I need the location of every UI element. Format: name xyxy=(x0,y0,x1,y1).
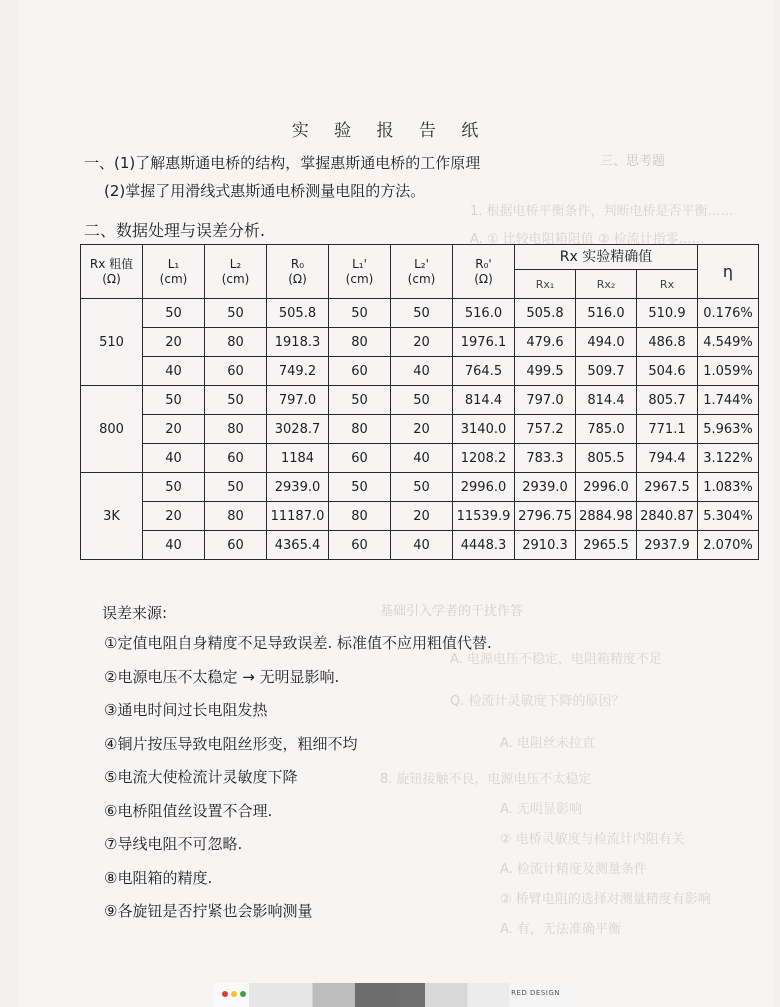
header-rx2: Rx₂ xyxy=(576,270,637,299)
table-cell: 797.0 xyxy=(267,386,329,415)
brand-label: RED DESIGN xyxy=(511,989,560,997)
table-cell: 80 xyxy=(329,502,391,531)
table-row xyxy=(81,502,759,531)
table-cell: 20 xyxy=(391,415,453,444)
table-cell: 505.8 xyxy=(267,299,329,328)
table-cell: 2840.87 xyxy=(637,502,698,531)
table-cell: 2884.98 xyxy=(576,502,637,531)
table-cell: 5.304% xyxy=(698,502,759,531)
bleed-through-text: 1. 根据电桥平衡条件，判断电桥是否平衡…… xyxy=(470,204,734,219)
error-source-item: ①定值电阻自身精度不足导致误差. 标准值不应用粗值代替. xyxy=(104,634,492,652)
table-cell: 2939.0 xyxy=(267,473,329,502)
table-cell: 2967.5 xyxy=(637,473,698,502)
table-row xyxy=(81,415,759,444)
table-cell: 1208.2 xyxy=(453,444,515,473)
table-cell: 504.6 xyxy=(637,357,698,386)
bleed-through-text: A. 电阻丝未拉直 xyxy=(500,736,595,751)
header-rx1: Rx₁ xyxy=(515,270,576,299)
table-cell: 80 xyxy=(329,328,391,357)
table-cell: 20 xyxy=(143,415,205,444)
error-source-item: ⑧电阻箱的精度. xyxy=(104,868,213,887)
bottom-watermark-bar xyxy=(214,983,566,1007)
table-cell: 20 xyxy=(391,328,453,357)
table-cell: 1976.1 xyxy=(453,328,515,357)
table-cell: 3.122% xyxy=(698,444,759,473)
table-cell: 4.549% xyxy=(698,328,759,357)
table-cell: 1.744% xyxy=(698,386,759,415)
header-l1: L₁ (cm) xyxy=(143,245,205,299)
table-cell: 80 xyxy=(205,328,267,357)
table-cell: 50 xyxy=(205,386,267,415)
table-row xyxy=(81,473,759,502)
table-cell: 0.176% xyxy=(698,299,759,328)
table-cell: 4365.4 xyxy=(267,531,329,560)
error-source-item: ③通电时间过长电阻发热 xyxy=(104,701,268,719)
table-row xyxy=(81,357,759,386)
table-cell: 80 xyxy=(329,415,391,444)
objective-line-1: 一、(1)了解惠斯通电桥的结构，掌握惠斯通电桥的工作原理 xyxy=(84,154,481,172)
table-body xyxy=(81,299,759,560)
table-cell: 2796.75 xyxy=(515,502,576,531)
table-cell: 40 xyxy=(143,444,205,473)
table-cell: 20 xyxy=(143,328,205,357)
window-dot-yellow-icon xyxy=(231,991,237,997)
table-cell: 510.9 xyxy=(637,299,698,328)
error-source-item: ⑥电桥阻值丝设置不合理. xyxy=(104,801,273,820)
table-cell: 1.059% xyxy=(698,357,759,386)
header-l1-prime: L₁' (cm) xyxy=(329,245,391,299)
header-r0: R₀ (Ω) xyxy=(267,245,329,299)
table-cell: 80 xyxy=(205,415,267,444)
table-cell: 814.4 xyxy=(453,386,515,415)
table-cell: 783.3 xyxy=(515,444,576,473)
page-title: 实 验 报 告 纸 xyxy=(291,121,489,141)
error-source-item: ⑦导线电阻不可忽略. xyxy=(104,835,243,853)
header-rx-nominal: Rx 粗值 (Ω) xyxy=(81,245,143,299)
table-cell: 516.0 xyxy=(576,299,637,328)
table-row xyxy=(81,328,759,357)
table-cell: 50 xyxy=(143,299,205,328)
table-cell: 479.6 xyxy=(515,328,576,357)
table-cell: 50 xyxy=(329,473,391,502)
table-cell: 486.8 xyxy=(637,328,698,357)
table-cell: 757.2 xyxy=(515,415,576,444)
table-cell: 494.0 xyxy=(576,328,637,357)
table-cell: 40 xyxy=(143,357,205,386)
table-cell: 505.8 xyxy=(515,299,576,328)
section-heading-data: 二、数据处理与误差分析. xyxy=(84,221,266,240)
table-cell: 516.0 xyxy=(453,299,515,328)
bleed-through-text: A. 无明显影响 xyxy=(500,802,582,817)
table-cell: 60 xyxy=(329,357,391,386)
data-table xyxy=(80,244,759,560)
table-cell: 1184 xyxy=(267,444,329,473)
bleed-through-text: 基础引入学者的干扰作答 xyxy=(380,604,524,619)
table-cell: 797.0 xyxy=(515,386,576,415)
table-cell: 5.963% xyxy=(698,415,759,444)
table-cell: 50 xyxy=(143,473,205,502)
table-cell: 3028.7 xyxy=(267,415,329,444)
table-cell: 3140.0 xyxy=(453,415,515,444)
table-cell: 2939.0 xyxy=(515,473,576,502)
table-cell: 20 xyxy=(143,502,205,531)
table-cell: 499.5 xyxy=(515,357,576,386)
table-row xyxy=(81,531,759,560)
table-cell: 50 xyxy=(205,299,267,328)
objective-line-2: (2)掌握了用滑线式惠斯通电桥测量电阻的方法。 xyxy=(104,182,426,200)
table-cell: 2996.0 xyxy=(576,473,637,502)
table-cell: 749.2 xyxy=(267,357,329,386)
nominal-resistance-cell: 510 xyxy=(81,299,143,386)
table-cell: 771.1 xyxy=(637,415,698,444)
table-cell: 50 xyxy=(329,299,391,328)
table-cell: 2.070% xyxy=(698,531,759,560)
table-cell: 40 xyxy=(391,357,453,386)
window-dot-red-icon xyxy=(222,991,228,997)
table-cell: 509.7 xyxy=(576,357,637,386)
table-cell: 20 xyxy=(391,502,453,531)
table-cell: 60 xyxy=(205,357,267,386)
bleed-through-text: ② 电桥灵敏度与检流计内阻有关 xyxy=(500,832,685,847)
table-cell: 794.4 xyxy=(637,444,698,473)
table-cell: 11187.0 xyxy=(267,502,329,531)
error-source-heading: 误差来源: xyxy=(102,604,168,622)
header-l2-prime: L₂' (cm) xyxy=(391,245,453,299)
table-cell: 11539.9 xyxy=(453,502,515,531)
header-rx: Rx xyxy=(637,270,698,299)
error-source-item: ②电源电压不太稳定 → 无明显影响. xyxy=(104,667,340,686)
window-dot-green-icon xyxy=(240,991,246,997)
table-cell: 80 xyxy=(205,502,267,531)
bleed-through-text: A. 有，无法准确平衡 xyxy=(500,922,621,937)
bleed-through-text: 三、思考题 xyxy=(600,154,666,169)
header-r0-prime: R₀' (Ω) xyxy=(453,245,515,299)
table-cell: 805.7 xyxy=(637,386,698,415)
table-row xyxy=(81,299,759,328)
table-cell: 785.0 xyxy=(576,415,637,444)
bleed-through-text: ② 桥臂电阻的选择对测量精度有影响 xyxy=(500,892,711,907)
table-cell: 50 xyxy=(391,299,453,328)
table-cell: 1918.3 xyxy=(267,328,329,357)
table-cell: 50 xyxy=(329,386,391,415)
nominal-resistance-cell: 3K xyxy=(81,473,143,560)
table-cell: 60 xyxy=(205,444,267,473)
table-cell: 4448.3 xyxy=(453,531,515,560)
table-cell: 1.083% xyxy=(698,473,759,502)
table-row xyxy=(81,386,759,415)
table-cell: 805.5 xyxy=(576,444,637,473)
table-cell: 50 xyxy=(391,473,453,502)
table-row xyxy=(81,444,759,473)
table-cell: 60 xyxy=(205,531,267,560)
header-eta: η xyxy=(698,245,759,299)
header-l2: L₂ (cm) xyxy=(205,245,267,299)
table-cell: 50 xyxy=(205,473,267,502)
table-cell: 2910.3 xyxy=(515,531,576,560)
table-cell: 2996.0 xyxy=(453,473,515,502)
table-header-row xyxy=(81,245,759,270)
bleed-through-text: A. ① 比较电阻箱阻值 ② 检流计指零…… xyxy=(470,232,705,247)
table-cell: 40 xyxy=(391,531,453,560)
error-source-item: ⑤电流大使检流计灵敏度下降 xyxy=(104,768,298,786)
table-cell: 814.4 xyxy=(576,386,637,415)
table-cell: 60 xyxy=(329,531,391,560)
table-cell: 40 xyxy=(391,444,453,473)
table-cell: 2937.9 xyxy=(637,531,698,560)
bleed-through-text: Q. 检流计灵敏度下降的原因？ xyxy=(450,694,625,709)
nominal-resistance-cell: 800 xyxy=(81,386,143,473)
table-cell: 40 xyxy=(143,531,205,560)
table-cell: 60 xyxy=(329,444,391,473)
bleed-through-text: A. 电源电压不稳定，电阻箱精度不足 xyxy=(450,652,662,667)
bleed-through-text: 8. 旋钮接触不良，电源电压不太稳定 xyxy=(380,772,592,787)
error-source-item: ⑨各旋钮是否拧紧也会影响测量 xyxy=(104,902,313,920)
header-rx-group: Rx 实验精确值 xyxy=(515,245,698,270)
table-cell: 50 xyxy=(143,386,205,415)
table-cell: 2965.5 xyxy=(576,531,637,560)
table-cell: 50 xyxy=(391,386,453,415)
error-source-item: ④铜片按压导致电阻丝形变，粗细不均 xyxy=(104,734,358,753)
table-cell: 764.5 xyxy=(453,357,515,386)
bleed-through-text: A. 检流计精度及测量条件 xyxy=(500,862,647,877)
